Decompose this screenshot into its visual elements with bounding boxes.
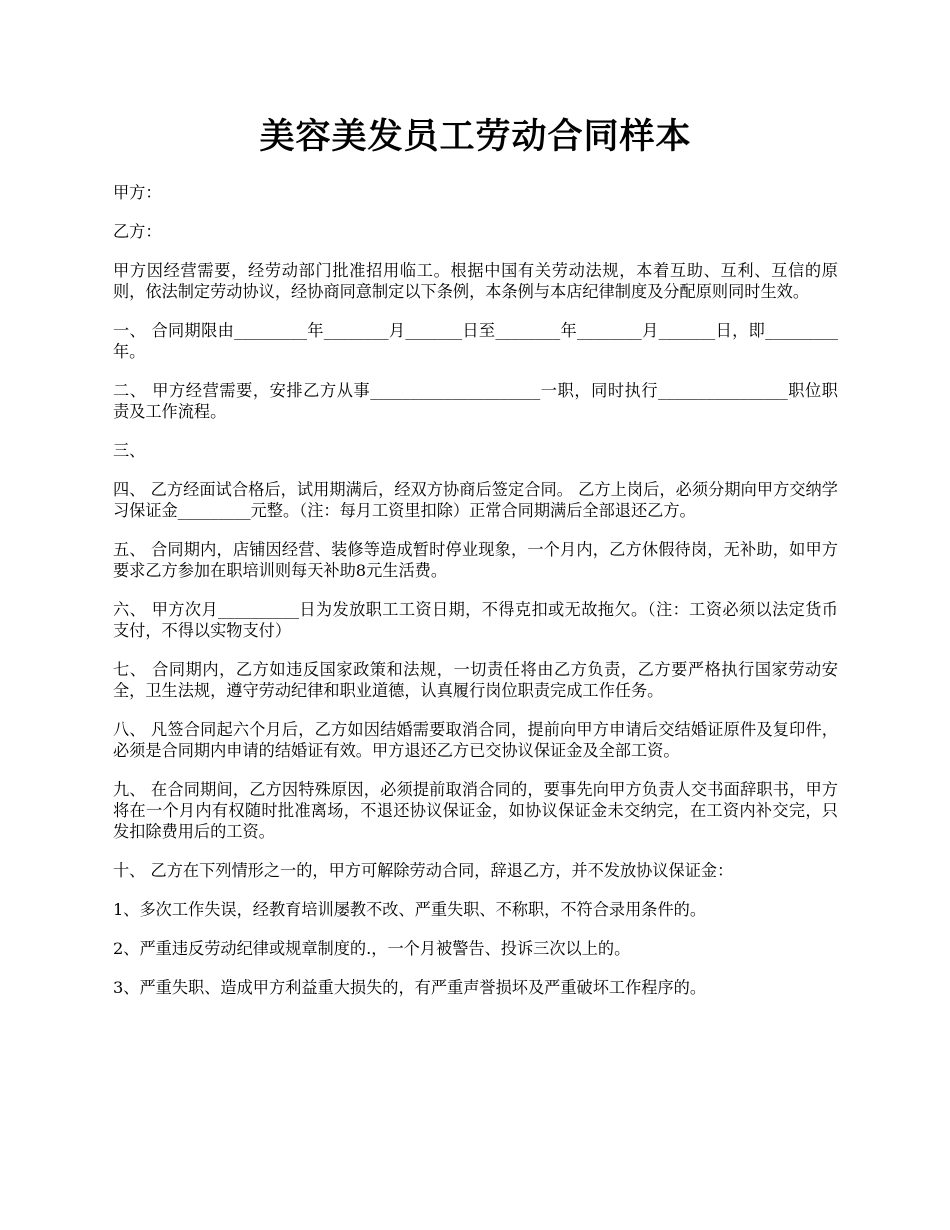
preamble-paragraph: 甲方因经营需要，经劳动部门批准招用临工。根据中国有关劳动法规，本着互助、互利、互信的原则，依法制定劳动协议，经协商同意制定以下条例，本条例与本店纪律制度及分配原则同时生效。 xyxy=(113,261,838,301)
list-item-1: 1、多次工作失误，经教育培训屡教不改、严重失职、不称职，不符合录用条件的。 xyxy=(113,900,707,919)
document-body xyxy=(113,182,838,998)
clause-4: 四、 乙方经面试合格后，试用期满后，经双方协商后签定合同。 乙方上岗后，必须分期向甲方交纳学习保证金_________元整。（注：每月工资里扣除）正常合同期满后全部退还乙方。 xyxy=(113,480,838,520)
clause-5: 五、 合同期内，店铺因经营、装修等造成暂时停业现象，一个月内，乙方休假待岗，无补助，如甲方要求乙方参加在职培训则每天补助8元生活费。 xyxy=(113,540,838,580)
party-a-line: 甲方： xyxy=(113,183,162,202)
list-item-3: 3、严重失职、造成甲方利益重大损失的，有严重声誉损坏及严重破坏工作程序的。 xyxy=(113,978,707,997)
clause-9: 九、 在合同期间，乙方因特殊原因，必须提前取消合同的，要事先向甲方负责人交书面辞职书，甲方将在一个月内有权随时批准离场，不退还协议保证金，如协议保证金未交纳完，在工资内补交完，只发扣除费用后的工资。 xyxy=(113,780,838,841)
list-item-2: 2、严重违反劳动纪律或规章制度的.，一个月被警告、投诉三次以上的。 xyxy=(113,939,631,958)
clause-10: 十、 乙方在下列情形之一的，甲方可解除劳动合同，辞退乙方，并不发放协议保证金： xyxy=(113,861,734,880)
clause-2: 二、 甲方经营需要，安排乙方从事_____________________一职，同时执行________________职位职责及工作流程。 xyxy=(113,381,838,421)
clause-6: 六、 甲方次月__________日为发放职工工资日期，不得克扣或无故拖欠。（注：工资必须以法定货币支付，不得以实物支付） xyxy=(113,600,838,640)
clause-3: 三、 xyxy=(113,441,146,460)
document-title: 美容美发员工劳动合同样本 xyxy=(259,116,692,157)
clause-7: 七、 合同期内，乙方如违反国家政策和法规，一切责任将由乙方负责，乙方要严格执行国家劳动安全，卫生法规，遵守劳动纪律和职业道德，认真履行岗位职责完成工作任务。 xyxy=(113,660,838,700)
party-b-line: 乙方： xyxy=(113,222,162,241)
clause-8: 八、 凡签合同起六个月后，乙方如因结婚需要取消合同，提前向甲方申请后交结婚证原件及复印件，必须是合同期内申请的结婚证有效。甲方退还乙方已交协议保证金及全部工资。 xyxy=(113,720,838,760)
clause-1: 一、 合同期限由_________年________月_______日至________年________月_______日，即_________年。 xyxy=(113,321,838,361)
